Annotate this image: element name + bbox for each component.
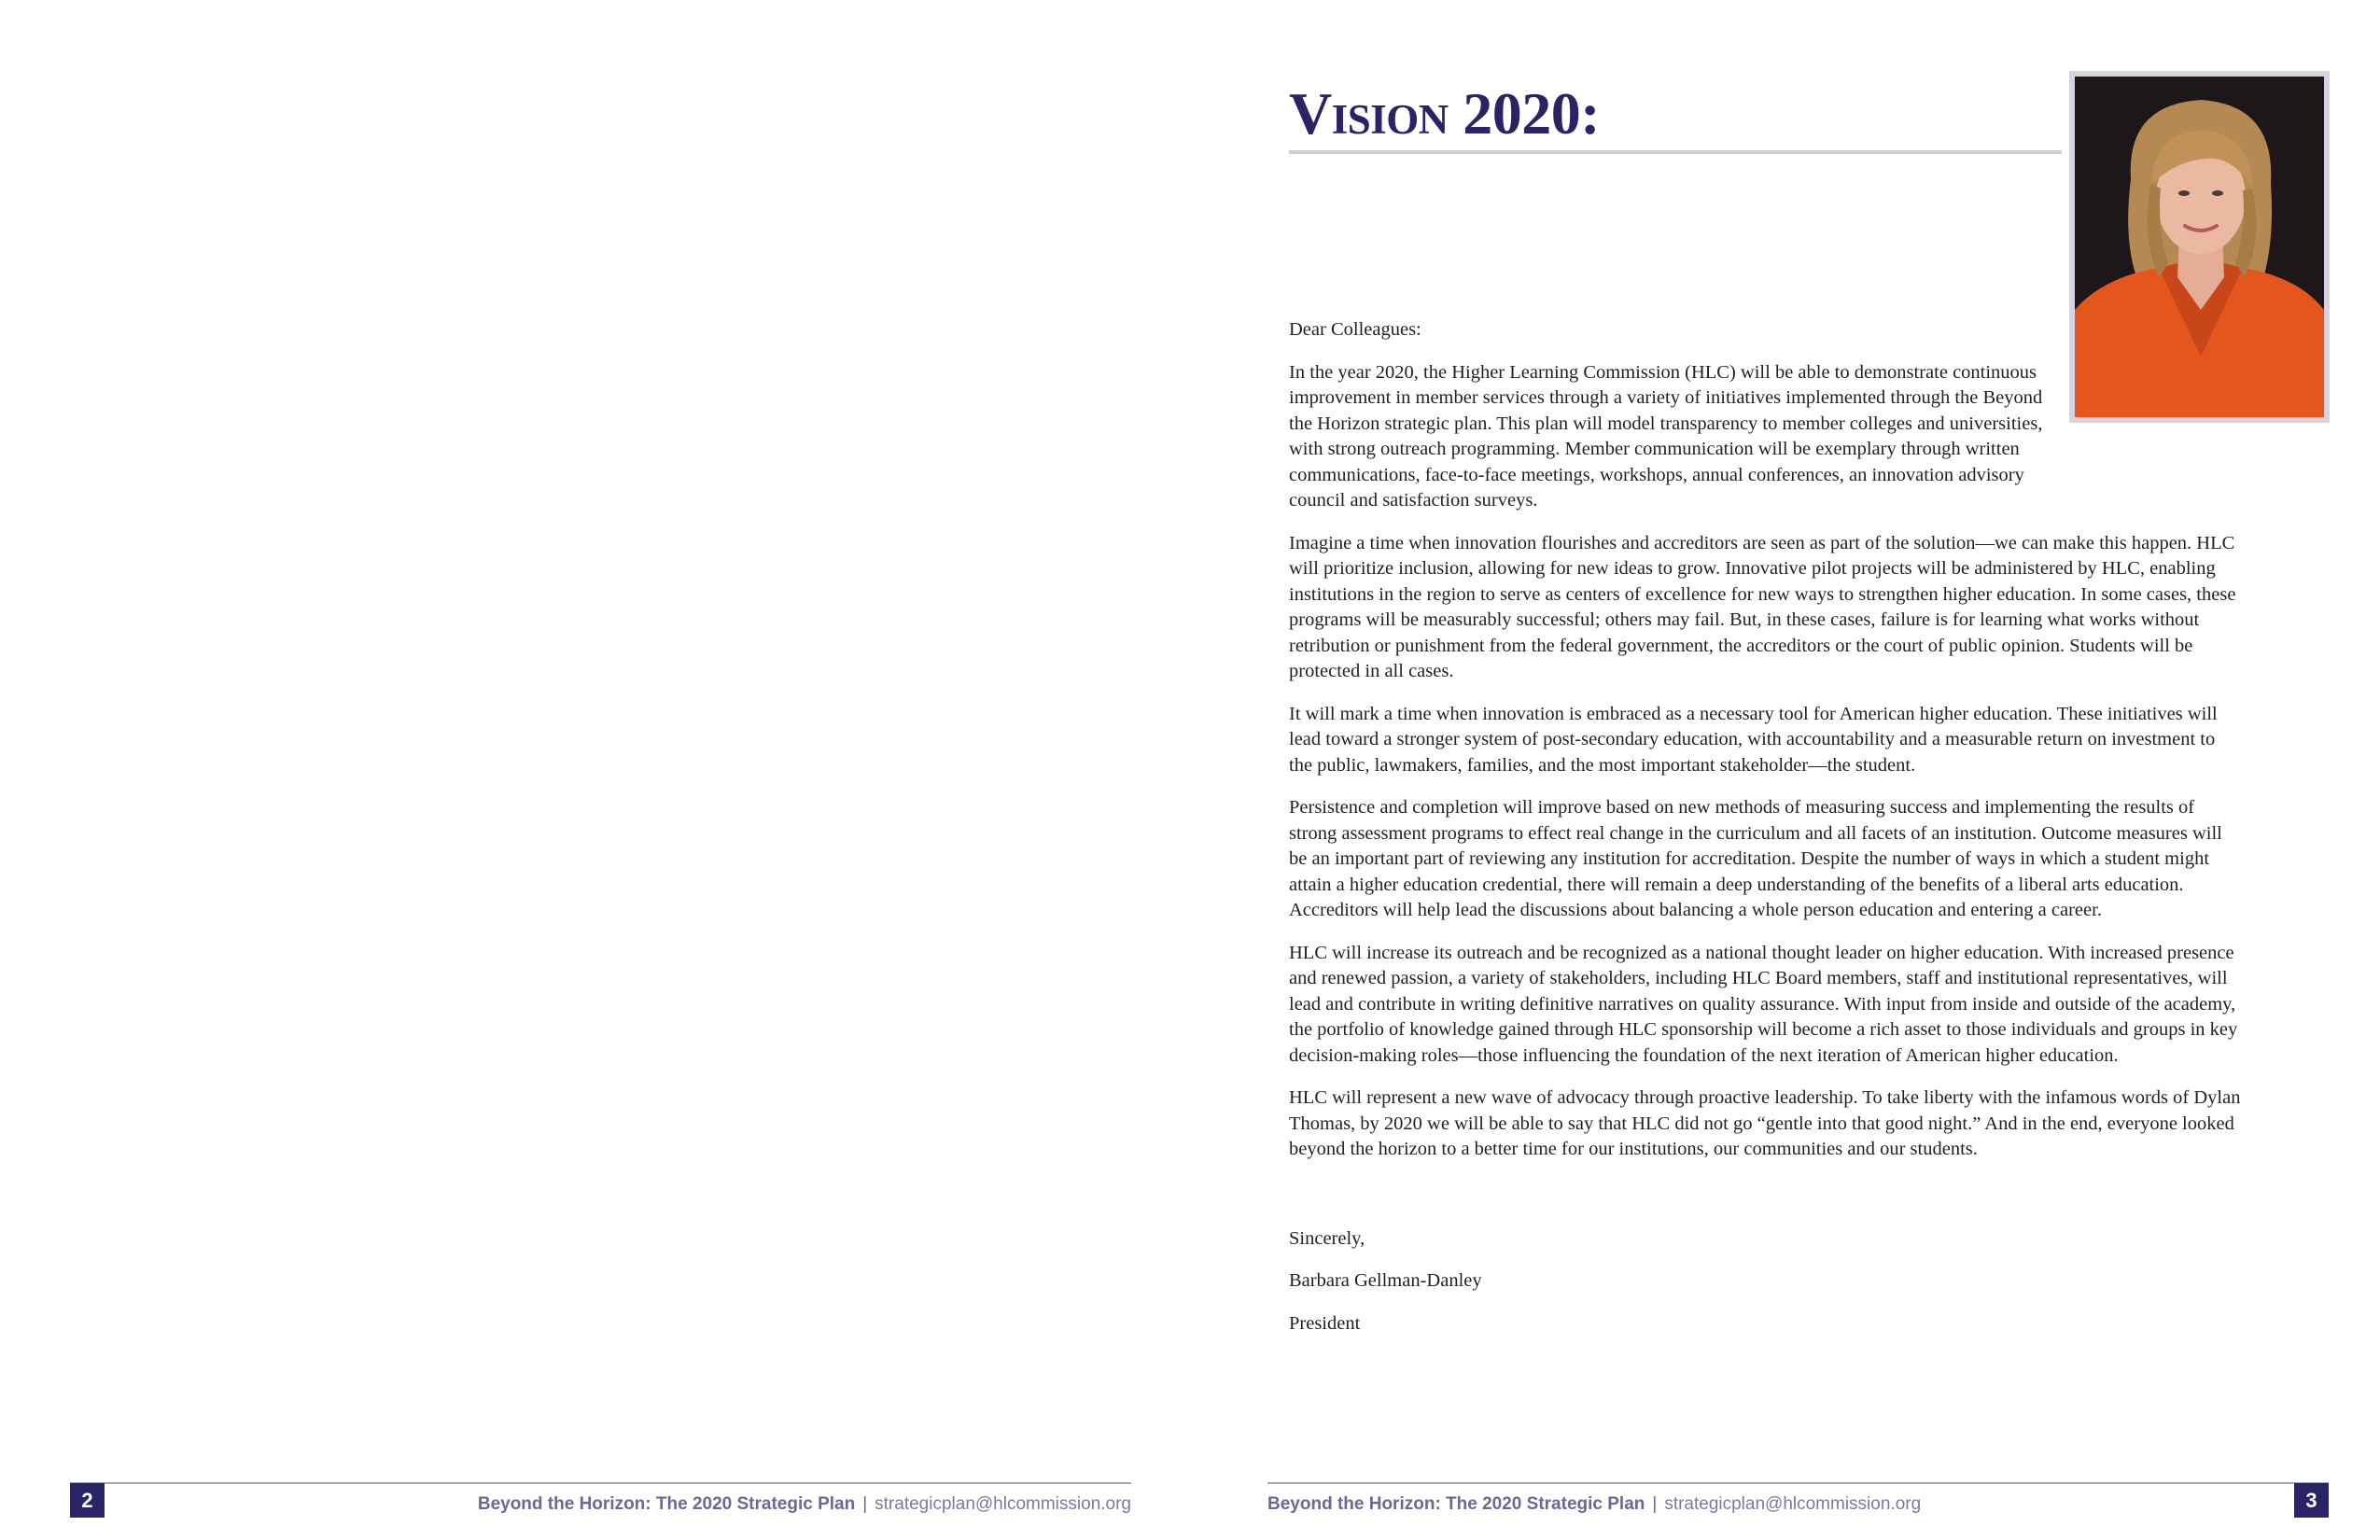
- letter-closing: Sincerely,: [1289, 1227, 1365, 1249]
- closing-spacer: [1289, 1180, 2241, 1226]
- signatory-name: Barbara Gellman-Danley: [1289, 1270, 1482, 1291]
- page-title: Vision 2020:: [1289, 80, 1601, 147]
- left-footer-separator: |: [862, 1494, 868, 1514]
- letter-paragraph: HLC will increase its outreach and be recognized as a national thought leader on higher education. With increased presence and renewed passion, a variety of stakeholders, including HLC Board members, staff and institutional representatives, will lead and contribute in writing definitive narratives on quality assurance. With input from inside and outside of the academy, the portfolio of knowledge gained through HLC sponsorship will become a rich asset to those individuals and groups in key decision-making roles—those influencing the foundation of the next iteration of American higher education.: [1289, 942, 2238, 1066]
- right-footer-plan-name: Beyond the Horizon: The 2020 Strategic Plan: [1267, 1494, 1645, 1514]
- left-footer-plan-name: Beyond the Horizon: The 2020 Strategic Plan: [477, 1494, 856, 1514]
- letter-paragraph: It will mark a time when innovation is embraced as a necessary tool for American higher education. These initiatives will lead toward a stronger system of post-secondary education, with accountability and a measurable return on investment to the public, lawmakers, families, and the most important stakeholder—the student.: [1289, 703, 2218, 776]
- right-footer-separator: |: [1652, 1494, 1658, 1514]
- letter-body: [1289, 317, 2241, 1353]
- right-footer-rule: [1267, 1482, 2329, 1484]
- right-footer-email-link[interactable]: strategicplan@hlcommission.org: [1664, 1494, 1922, 1514]
- left-footer-text: [478, 1493, 1131, 1516]
- letter-paragraph: In the year 2020, the Higher Learning Commission (HLC) will be able to demonstrate continuous improvement in member services through a variety of initiatives implemented through the Beyond the Horizon strategic plan. This plan will model transparency to member colleges and universities, with strong outreach programming. Member communication will be exemplary through written communications, face-to-face meetings, workshops, annual conferences, an innovation advisory council and satisfaction surveys.: [1289, 361, 2043, 511]
- left-footer-email-link[interactable]: strategicplan@hlcommission.org: [875, 1494, 1131, 1514]
- left-footer-rule: [70, 1482, 1131, 1484]
- letter-paragraph: Persistence and completion will improve based on new methods of measuring success and implementing the results of strong assessment programs to effect real change in the curriculum and all facets of an institution. Outcome measures will be an important part of reviewing any institution for accreditation. Despite the number of ways in which a student might attain a higher education credential, there will remain a deep understanding of the benefits of a liberal arts education. Accreditors will help lead the discussions about balancing a whole person education and entering a career.: [1289, 797, 2222, 920]
- title-underline: [1289, 150, 2062, 154]
- left-page-number: 2: [70, 1483, 105, 1518]
- letter-paragraph: HLC will represent a new wave of advocacy through proactive leadership. To take liberty with the infamous words of Dylan Thomas, by 2020 we will be able to say that HLC did not go “gentle into that good night.” And in the end, everyone looked beyond the horizon to a better time for our institutions, our communities and our students.: [1289, 1087, 2241, 1159]
- letter-paragraph: Imagine a time when innovation flourishes and accreditors are seen as part of the solution—we can make this happen. HLC will prioritize inclusion, allowing for new ideas to grow. Innovative pilot projects will be administered by HLC, enabling institutions in the region to serve as centers of excellence for new ways to strengthen higher education. In some cases, these programs will be measurably successful; others may fail. But, in these cases, failure is for learning what works without retribution or punishment from the federal government, the accreditors or the court of public opinion. Students will be protected in all cases.: [1289, 532, 2236, 681]
- signatory-title: President: [1289, 1312, 1361, 1334]
- right-footer-text: [1267, 1493, 1921, 1516]
- right-page-number: 3: [2294, 1483, 2329, 1518]
- letter-salutation: Dear Colleagues:: [1289, 319, 1421, 340]
